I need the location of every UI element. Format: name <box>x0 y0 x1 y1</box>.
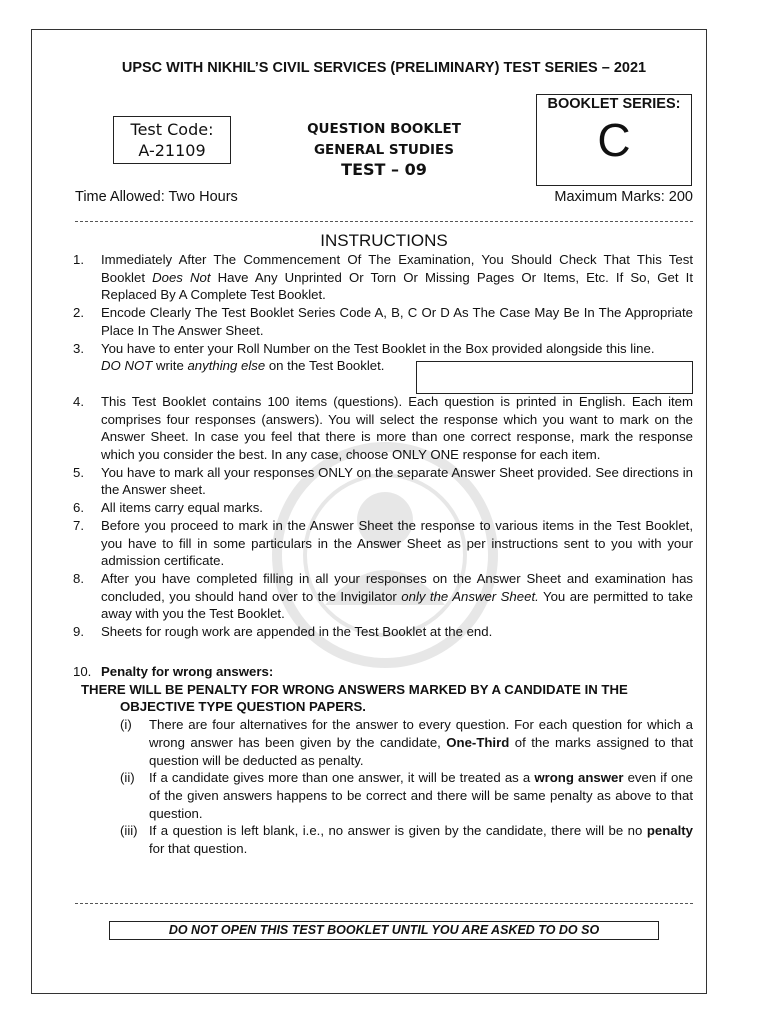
list-item: 3. You have to enter your Roll Number on the Test Booklet in the Box provided alongside this line. DO NOT write anything else on the Test Booklet. <box>73 340 655 374</box>
roll-number-box[interactable] <box>416 361 693 394</box>
instructions-title: INSTRUCTIONS <box>320 231 448 250</box>
list-item: 2. Encode Clearly The Test Booklet Series Code A, B, C Or D As The Case May Be In The Appropriate Place In The Answer Sheet. <box>73 305 693 338</box>
penalty-item: (i) There are four alternatives for the answer to every question. For each question for which a wrong answer has been given by the candidate, One-Third of the marks assigned to that question will be deducted as penalty. <box>120 717 694 768</box>
booklet-line1: QUESTION BOOKLET <box>307 121 461 137</box>
test-code-box <box>113 116 231 164</box>
test-code-value: A-21109 <box>138 141 206 160</box>
penalty-section <box>73 663 693 858</box>
list-item: 8. After you have completed filling in all your responses on the Answer Sheet and examination has concluded, you should hand over to the Invigilator only the Answer Sheet. You are permitted to take away with you the Test Booklet. <box>73 570 694 622</box>
penalty-heading: 10. Penalty for wrong answers: <box>73 664 274 679</box>
booklet-line2: GENERAL STUDIES <box>313 142 455 158</box>
booklet-series-letter: C <box>597 114 631 166</box>
list-item: 6. All items carry equal marks. <box>73 500 263 516</box>
divider-top <box>75 221 693 222</box>
list-item: 1. Immediately After The Commencement Of The Examination, You Should Check That This Test Booklet Does Not Have Any Unprinted Or Torn Or Missing Pages Or Items, Etc. If So, Get It Replaced By A Complete Test Booklet. <box>73 252 693 303</box>
penalty-notice-cont: OBJECTIVE TYPE QUESTION PAPERS. <box>120 699 366 715</box>
time-allowed: Time Allowed: Two Hours <box>75 189 238 205</box>
list-item: 7. Before you proceed to mark in the Answer Sheet the response to various items in the Test Booklet, you have to fill in some particulars in the Answer Sheet as per instructions sent to you with your admission certificate. <box>73 517 693 569</box>
divider-bottom <box>75 903 693 904</box>
booklet-series-box <box>536 94 692 186</box>
penalty-item: (iii) If a question is left blank, i.e., no answer is given by the candidate, there will be no penalty for that question. <box>120 823 693 857</box>
test-code-label: Test Code: <box>130 120 214 139</box>
maximum-marks: Maximum Marks: 200 <box>554 189 693 205</box>
booklet-test-number: TEST – 09 <box>341 160 427 179</box>
footer-notice: DO NOT OPEN THIS TEST BOOKLET UNTIL YOU ARE ASKED TO DO SO <box>109 921 659 940</box>
booklet-series-label: BOOKLET SERIES: <box>547 96 681 112</box>
penalty-notice: THERE WILL BE PENALTY FOR WRONG ANSWERS MARKED BY A CANDIDATE IN THE <box>81 681 628 697</box>
list-item: 4. This Test Booklet contains 100 items (questions). Each question is printed in English. Each item comprises four responses (answers). You will select the response which you want to mark on the Answer Sheet. In case you feel that there is more than one correct response, mark the response which you consider the best. In any case, choose ONLY ONE response for each item. <box>73 393 693 463</box>
list-item: 5. You have to mark all your responses ONLY on the separate Answer Sheet provided. See directions in the Answer sheet. <box>73 464 693 498</box>
page-header: UPSC WITH NIKHIL’S CIVIL SERVICES (PRELIMINARY) TEST SERIES – 2021 <box>121 60 647 76</box>
instructions-list <box>73 251 693 641</box>
penalty-item: (ii) If a candidate gives more than one answer, it will be treated as a wrong answer even if one of the given answers happens to be correct and there will be same penalty as above to that question. <box>120 770 693 821</box>
list-item: 9. Sheets for rough work are appended in the Test Booklet at the end. <box>73 624 493 640</box>
